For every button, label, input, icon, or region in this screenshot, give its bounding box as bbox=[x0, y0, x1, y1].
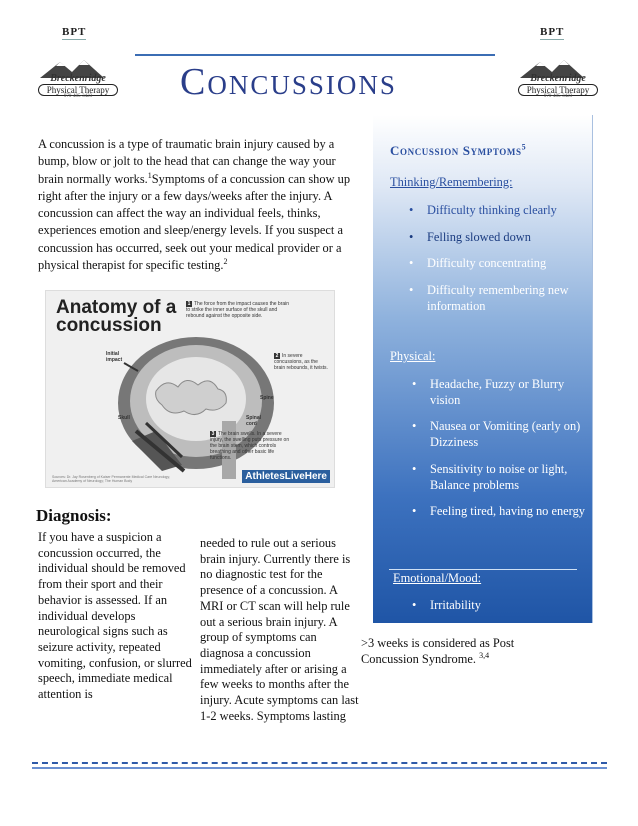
logo-phone: 970-485-3423 bbox=[63, 94, 93, 99]
thinking-heading: Thinking/Remembering: bbox=[390, 175, 513, 189]
symptoms-sidebar bbox=[373, 115, 593, 623]
footer-solid-line bbox=[32, 767, 607, 769]
emotional-list bbox=[408, 598, 588, 614]
footer-rule bbox=[32, 762, 607, 772]
list-item: • Difficulty concentrating bbox=[405, 256, 585, 272]
post-concussion-text: >3 weeks is considered as Post Concussion Syndrome. bbox=[361, 636, 515, 666]
sidebar-title-footnote: 5 bbox=[521, 142, 527, 152]
list-item: • Feeling tired, having no energy bbox=[408, 504, 588, 520]
callout-text: The brain swells. In a severe injury, the swelling puts pressure on the brain stem, which controls breathing and other basic life functions. bbox=[210, 431, 290, 461]
list-item: • Felling slowed down bbox=[405, 230, 585, 246]
list-item: • Sensitivity to noise or light, Balance problems bbox=[408, 462, 588, 493]
concussion-anatomy-figure bbox=[45, 290, 335, 488]
logo-subtitle: Physical Therapy bbox=[38, 84, 118, 96]
callout-number: 1 bbox=[187, 301, 191, 307]
logo-subtitle: Physical Therapy bbox=[518, 84, 598, 96]
sidebar-divider bbox=[389, 569, 577, 570]
callout-number: 3 bbox=[211, 431, 215, 437]
logo-name: Breckenridge bbox=[530, 73, 586, 84]
diagnosis-column-2: needed to rule out a serious brain injury. Currently there is no diagnostic test for the presence of a concussion. A MRI or CT scan will help rule out a serious brain injury. A group of symptoms can diagnosa a concussion immediately after or arising a few weeks to months after the injury. Acute symptoms can last 1-2 weeks. Symptoms lasting bbox=[200, 536, 359, 723]
diagnosis-column-1: If you have a suspicion a concussion occurred, the individual should be removed from their sport and their behavior is assessed. If an individual develops neurological signs such as seizure activity, repeated vomiting, confusion, or slurred speech, immediate medical attention is bbox=[38, 530, 192, 702]
logo-left bbox=[32, 58, 124, 102]
list-item: • Difficulty thinking clearly bbox=[405, 203, 585, 219]
physical-heading: Physical: bbox=[390, 349, 436, 363]
post-concussion-footnote: 3,4 bbox=[479, 650, 490, 660]
callout-text: The force from the impact causes the brain to strike the inner surface of the skull and rebound against the opposite side. bbox=[186, 301, 290, 319]
figure-callout-2 bbox=[274, 353, 329, 371]
physical-list bbox=[408, 377, 588, 531]
thinking-list bbox=[405, 203, 585, 326]
label-spine: Spine bbox=[260, 395, 274, 401]
intro-text-2: Symptoms of a concussion can show up right after the injury or a few days/weeks after the injury. A concussion can affect the way an individual feels, thinks, experiences emotion and sleep/energy levels. If you suspect a concussion has occurred, seek out your medical provider or a physical therapist for specific testing. bbox=[38, 171, 351, 273]
figure-sources: Sources: Dr. Jay Rosenberg of Kaiser Permanente Medical Care Neurology; American Academy of Neurology; The Human Body bbox=[52, 475, 171, 483]
figure-callout-3 bbox=[210, 431, 290, 461]
logo-phone: 970-485-3423 bbox=[543, 94, 573, 99]
callout-number: 2 bbox=[275, 353, 279, 359]
bpt-label-left: BPT bbox=[62, 26, 87, 38]
footer-dashed-line bbox=[32, 762, 607, 764]
list-item: • Headache, Fuzzy or Blurry vision bbox=[408, 377, 588, 408]
list-item: • Irritability bbox=[408, 598, 588, 614]
intro-footnote-1: 1 bbox=[147, 170, 152, 180]
post-concussion-note bbox=[361, 636, 561, 667]
callout-text: In severe concussions, as the brain rebounds, it twists. bbox=[274, 353, 328, 371]
sidebar-title bbox=[390, 143, 526, 159]
intro-paragraph bbox=[38, 136, 363, 274]
intro-footnote-2: 2 bbox=[223, 256, 228, 266]
logo-name: Breckenridge bbox=[50, 73, 106, 84]
header-rule bbox=[135, 54, 495, 56]
figure-title: Anatomy of a concussion bbox=[56, 297, 177, 336]
logo-right bbox=[512, 58, 604, 102]
label-spinal-cord: Spinal cord bbox=[246, 415, 262, 427]
figure-callout-1 bbox=[186, 301, 291, 319]
emotional-heading: Emotional/Mood: bbox=[393, 571, 482, 585]
athletes-live-here-logo: AthletesLiveHere bbox=[242, 470, 330, 483]
list-item: • Difficulty remembering new information bbox=[405, 283, 585, 314]
list-item: • Nausea or Vomiting (early on) Dizziness bbox=[408, 419, 588, 450]
label-skull: Skull bbox=[118, 415, 130, 421]
page-title: Concussions bbox=[180, 61, 397, 103]
bpt-label-right: BPT bbox=[540, 26, 565, 38]
label-initial-impact: Initial impact bbox=[106, 351, 123, 363]
intro-text: A concussion is a type of traumatic brain injury caused by a bump, blow or jolt to the head that can change the way your brain normally works. bbox=[38, 137, 336, 186]
diagnosis-heading: Diagnosis: bbox=[36, 506, 112, 525]
sidebar-title-text: Concussion Symptoms bbox=[390, 143, 522, 158]
